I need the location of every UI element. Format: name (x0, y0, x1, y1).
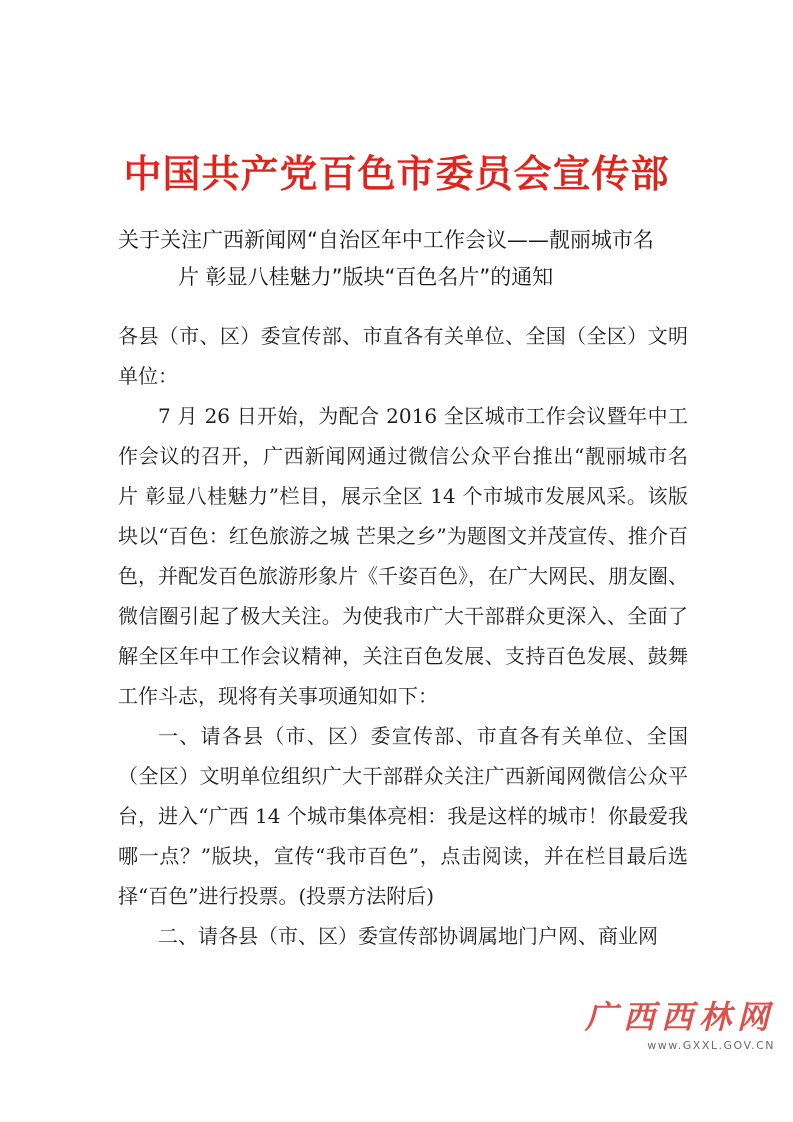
document-title-line-1: 关于关注广西新闻网“自治区年中工作会议——靓丽城市名 (118, 228, 654, 252)
salutation: 各县（市、区）委宣传部、市直各有关单位、全国（全区）文明单位： (118, 324, 688, 388)
document-title-line-2: 片 彰显八桂魅力”版块“百色名片”的通知 (178, 265, 554, 289)
document-body (118, 316, 688, 956)
organization-header: 中国共产党百色市委员会宣传部 (123, 151, 670, 196)
watermark-brand: 广西西林网 (584, 998, 775, 1036)
body-paragraph-1: 7 月 26 日开始，为配合 2016 全区城市工作会议暨年中工作会议的召开，广西新闻网通过微信公众平台推出“靓丽城市名片 彰显八桂魅力”栏目，展示全区 14 个市城市发展风采。该版块以“百色：红色旅游之城 芒果之乡”为题图文并茂宣传、推介百色，并配发百色旅游形象片《千姿百色》，在广大网民、朋友圈、微信圈引起了极大关注。为使我市广大干部群众更深入、全面了解全区年中工作会议精神，关注百色发展、支持百色发展、鼓舞工作斗志，现将有关事项通知如下： (118, 404, 688, 708)
document-title (118, 222, 718, 296)
body-paragraph-3: 二、请各县（市、区）委宣传部协调属地门户网、商业网 (158, 924, 658, 948)
body-paragraph-2: 一、请各县（市、区）委宣传部、市直各有关单位、全国（全区）文明单位组织广大干部群众关注广西新闻网微信公众平台，进入“广西 14 个城市集体亮相：我是这样的城市！你最爱我哪一点？”版块，宣传“我市百色”，点击阅读，并在栏目最后选择“百色”进行投票。(投票方法附后) (118, 724, 688, 908)
watermark-url: www.GXXL.GOV.CN (647, 1039, 775, 1052)
site-watermark (585, 997, 775, 1052)
